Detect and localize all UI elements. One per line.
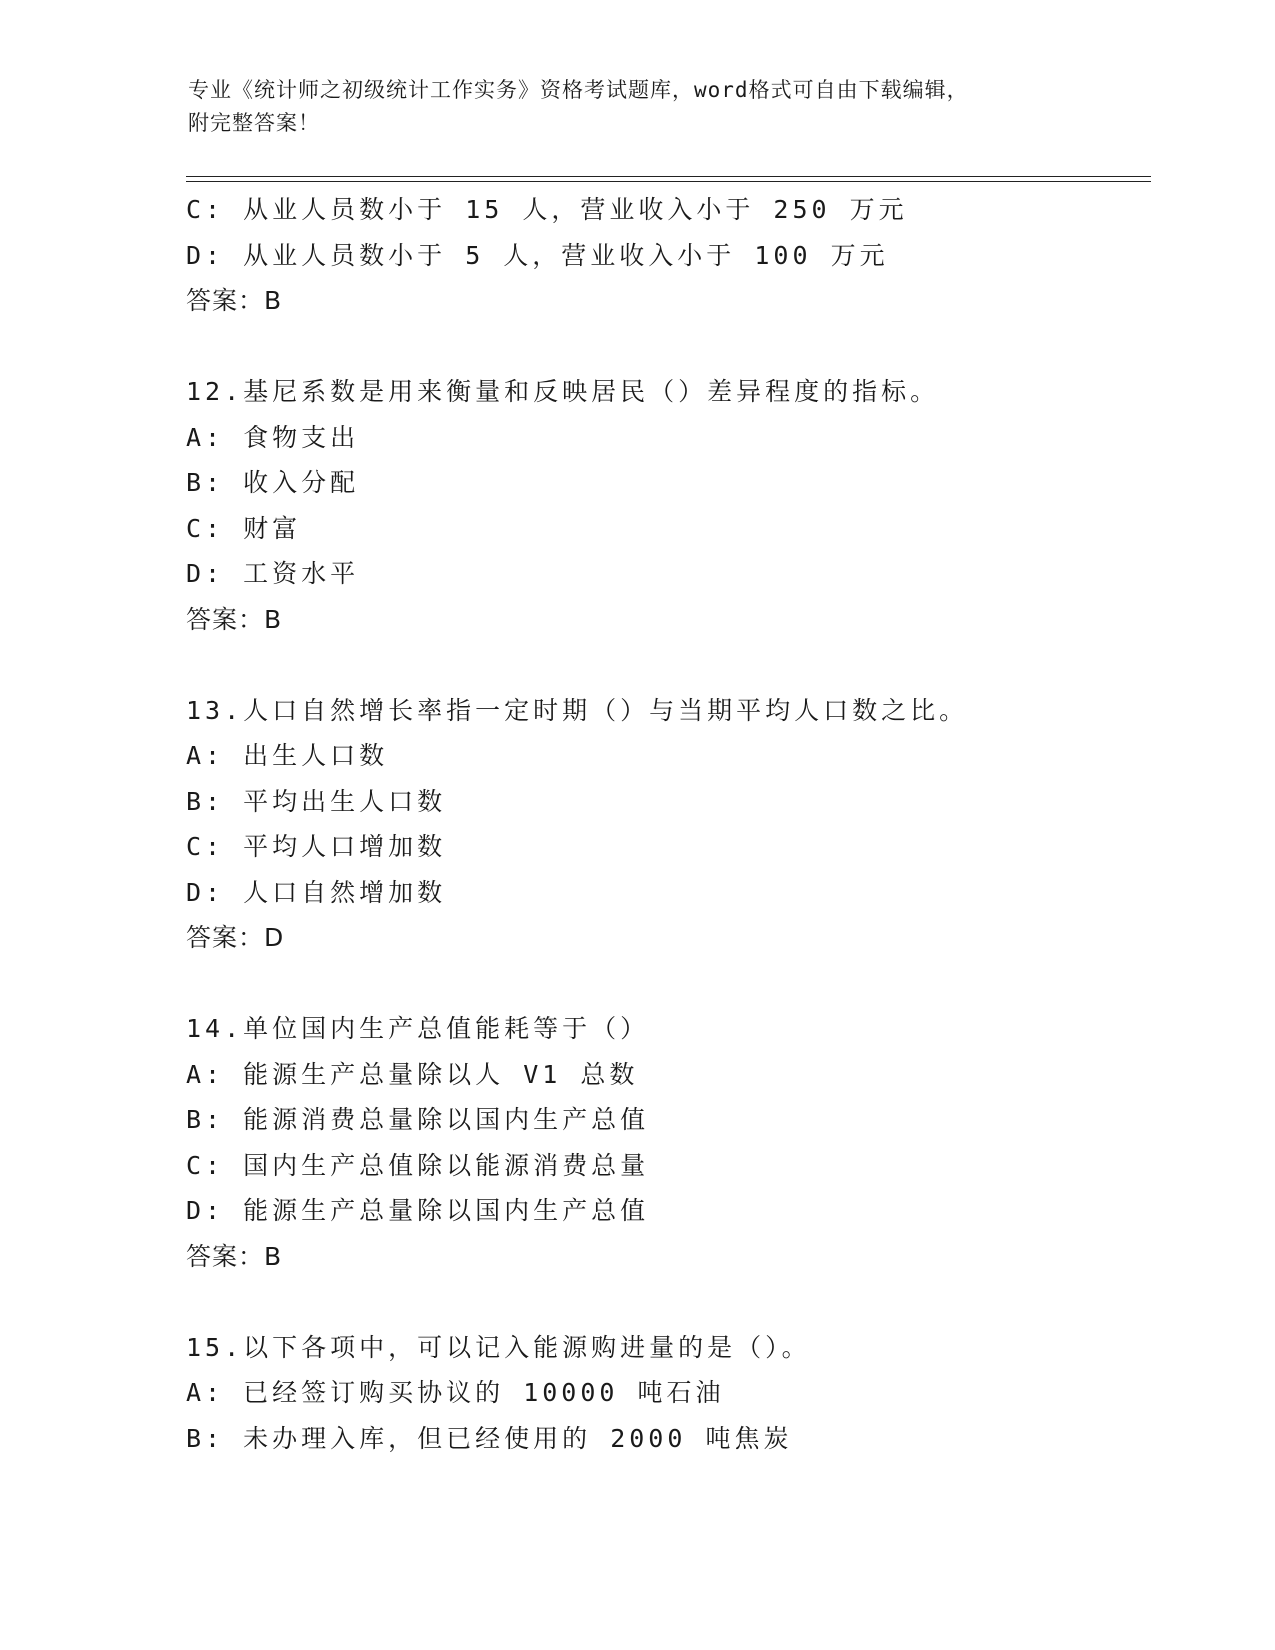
question-14	[186, 1006, 1146, 1279]
option-d: D: 能源生产总量除以国内生产总值	[186, 1196, 650, 1225]
header-line-1: 专业《统计师之初级统计工作实务》资格考试题库，word格式可自由下载编辑，	[188, 78, 969, 102]
option-c: C: 国内生产总值除以能源消费总量	[186, 1150, 650, 1180]
header-rule-top	[186, 176, 1151, 177]
option-b: B: 收入分配	[186, 468, 360, 497]
header-rule-bottom	[186, 181, 1151, 182]
answer: 答案：B	[186, 604, 283, 634]
option-c: C: 从业人员数小于 15 人，营业收入小于 250 万元	[186, 195, 908, 224]
option-a: A: 出生人口数	[186, 741, 389, 770]
header-line-2: 附完整答案！	[188, 111, 320, 135]
spacer	[186, 324, 1146, 370]
question-stem: 14.单位国内生产总值能耗等于（）	[186, 1014, 650, 1043]
question-12	[186, 369, 1146, 642]
option-b: B: 平均出生人口数	[186, 786, 447, 816]
option-d: D: 从业人员数小于 5 人，营业收入小于 100 万元	[186, 240, 889, 270]
option-c: C: 平均人口增加数	[186, 832, 447, 861]
question-stem: 13.人口自然增长率指一定时期（）与当期平均人口数之比。	[186, 695, 969, 725]
spacer	[186, 1279, 1146, 1325]
option-d: D: 工资水平	[186, 559, 360, 588]
answer: 答案：B	[186, 1241, 283, 1271]
option-a: A: 食物支出	[186, 422, 360, 452]
option-b: B: 未办理入库，但已经使用的 2000 吨焦炭	[186, 1423, 793, 1453]
option-b: B: 能源消费总量除以国内生产总值	[186, 1105, 650, 1134]
option-d: D: 人口自然增加数	[186, 877, 447, 907]
question-list	[186, 187, 1146, 1461]
question-stem: 12.基尼系数是用来衡量和反映居民（）差异程度的指标。	[186, 377, 940, 406]
spacer	[186, 961, 1146, 1007]
question-stem: 15.以下各项中，可以记入能源购进量的是（）。	[186, 1332, 811, 1362]
answer: 答案：B	[186, 286, 283, 315]
option-a: A: 已经签订购买协议的 10000 吨石油	[186, 1378, 725, 1407]
document-header	[188, 74, 1148, 140]
option-c: C: 财富	[186, 513, 302, 543]
question-11-continued	[186, 187, 1146, 324]
answer: 答案：D	[186, 923, 285, 952]
question-15	[186, 1325, 1146, 1462]
question-13	[186, 688, 1146, 961]
option-a: A: 能源生产总量除以人 V1 总数	[186, 1059, 639, 1089]
spacer	[186, 642, 1146, 688]
